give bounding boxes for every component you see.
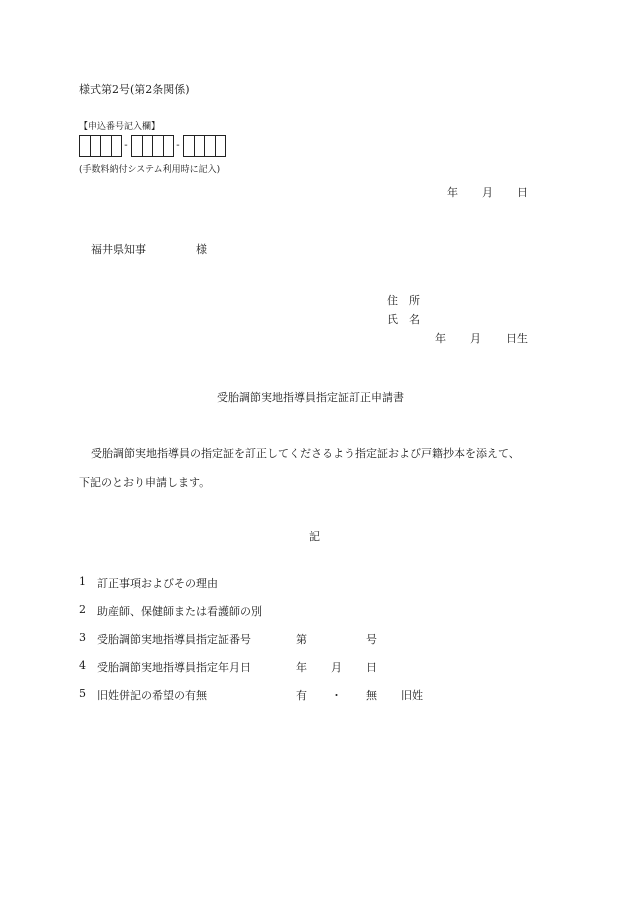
document-title: 受胎調節実地指導員指定証訂正申請書 <box>217 391 404 404</box>
birth-day: 日生 <box>506 332 528 345</box>
item-value: 号 <box>366 633 377 646</box>
item-label: 受胎調節実地指導員指定年月日 <box>97 661 251 674</box>
ki-heading: 記 <box>309 530 320 543</box>
application-number-group-2[interactable] <box>131 135 173 157</box>
item-value: ・ <box>331 689 342 702</box>
item-value: 月 <box>331 661 342 674</box>
separator-dash: - <box>176 140 180 151</box>
item-label: 助産師、保健師または看護師の別 <box>97 605 262 618</box>
separator-dash: - <box>124 140 128 151</box>
item-number: 5 <box>79 687 86 700</box>
digit-box[interactable] <box>215 135 227 157</box>
application-number-group-1[interactable] <box>79 135 121 157</box>
body-line-2: 下記のとおり申請します。 <box>79 476 211 489</box>
recipient-honorific: 様 <box>196 243 207 256</box>
application-number-group-3[interactable] <box>183 135 225 157</box>
item-value: 旧姓 <box>401 689 423 702</box>
item-number: 1 <box>79 575 86 588</box>
item-number: 3 <box>79 631 86 644</box>
item-number: 4 <box>79 659 86 672</box>
date-year: 年 <box>447 186 458 199</box>
birth-month: 月 <box>470 332 481 345</box>
item-label: 訂正事項およびその理由 <box>97 577 218 590</box>
body-line-1: 受胎調節実地指導員の指定証を訂正してくださるよう指定証および戸籍抄本を添えて、 <box>91 447 520 460</box>
application-number-boxes[interactable] <box>79 134 225 158</box>
address-label: 住 所 <box>387 294 420 307</box>
recipient-name: 福井県知事 <box>91 243 146 256</box>
item-value: 年 <box>296 661 307 674</box>
date-month: 月 <box>482 186 493 199</box>
item-value: 第 <box>296 633 307 646</box>
birth-year: 年 <box>435 332 446 345</box>
item-value: 無 <box>366 689 377 702</box>
application-number-note: (手数料納付システム利用時に記入) <box>79 165 221 175</box>
form-number: 様式第2号(第2条関係) <box>79 83 190 96</box>
application-number-label: 【申込番号記入欄】 <box>79 122 161 132</box>
date-day: 日 <box>517 186 528 199</box>
item-label: 受胎調節実地指導員指定証番号 <box>97 633 251 646</box>
item-value: 有 <box>296 689 307 702</box>
name-label: 氏 名 <box>387 313 420 326</box>
item-label: 旧姓併記の希望の有無 <box>97 689 207 702</box>
item-value: 日 <box>366 661 377 674</box>
item-number: 2 <box>79 603 86 616</box>
